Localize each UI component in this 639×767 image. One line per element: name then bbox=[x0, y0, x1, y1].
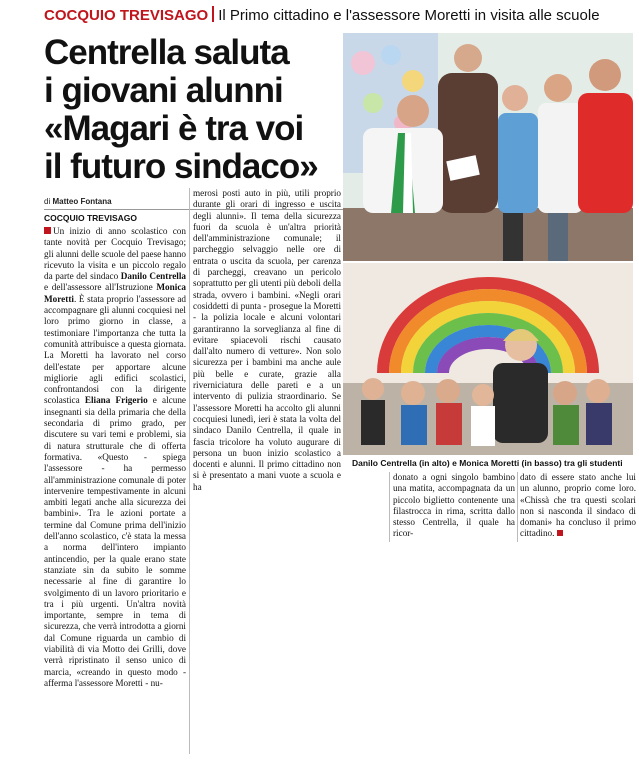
name-run: Monica Moretti bbox=[44, 282, 186, 304]
photo-mayor-with-students bbox=[343, 33, 633, 261]
photo-mayor-graphic bbox=[343, 33, 633, 261]
headline-line: i giovani alunni bbox=[44, 71, 283, 110]
paragraph bbox=[520, 472, 636, 540]
paragraph: merosi posti auto in più, utili proprio durante gli orari di ingresso e uscita degli alunni». Il tema della sicurezza fuori da scuola è un'altra priorità dell'amministrazione comunale; il parcheggio selvaggio nelle ore di entrata o uscita da scuola, per carenza di parcheggi, creavano un pericolo soprattutto per gli utenti più deboli della strada, ovvero i bambini. «Negli orari cosiddetti di punta - prosegue la Moretti - la polizia locale e alcuni volontari garantiranno la sorveglianza al fine di evitare spiacevoli rischi causato dall'alto numero di vetture». Non solo sicurezza per i bambini ma anche aule più belle e curate, grazie alla riverniciatura delle pareti e a un intervento di pulizia straordinario. Se l'assessore Moretti ha accolto gli alunni cocquiesi lunedì, ieri è stata la volta del sindaco Danilo Centrella, il quale in fascia tricolore ha voluto augurare di persona un buon inizio scolastico a docenti e alunni. Il primo cittadino non si è presentato a mani vuote a scuola e ha bbox=[193, 188, 341, 492]
headline bbox=[44, 34, 344, 186]
headline-line: «Magari è tra voi bbox=[44, 109, 304, 148]
text-run: e alcune insegnanti sia della primaria che della secondaria di primo grado, per discutere su vari temi e problemi, sia di natura strutturale che di offerta formativa. «Questo - spiega l'assessore - ha permesso all'amministrazione comunale di poter intervenire tempestivamente in alcuni ambiti legati anche alla sicurezza dei bambini». Tra le azioni portate a termine dal Comune prima dell'inizio dell'anno scolastico, c'è stata la messa a norma dell'intero impianto antincendio, per la quale erano state stanziate sin da subito le somme necessarie al fine di garantire lo svolgimento di un lavoro prioritario e tra i più urgenti. Un'altra novità importante, sempre in tema di sicurezza, che verrà introdotta a giorni dal Comune riguarda un cambio di viabilità di via Motto dei Grilli, dove verrà ripristinato il senso unico di marcia, «creando in questo modo - afferma l'assessore Moretti - nu- bbox=[44, 395, 186, 688]
kicker-location: COCQUIO TREVISAGO bbox=[44, 7, 209, 24]
text-run: . È stata proprio l'assessore ad accompagnare gli alunni cocquiesi nel loro primo giorno in classe, a testimoniare l'importanza che tutta la comunità attribuisce a questa giornata. La Moretti ha lavorato nel corso dell'estate per apportare alcune migliorie agli edifici scolastici, confrontandosi con la dirigente scolastica bbox=[44, 293, 186, 406]
text-run: dato di essere stato anche lui un alunno, proprio come loro. «Chissà che tra questi scolari non si nasconda il sindaco di domani» ha concluso il primo cittadino. bbox=[520, 472, 636, 539]
paragraph bbox=[44, 226, 186, 689]
byline bbox=[44, 197, 112, 206]
column-divider bbox=[189, 188, 190, 754]
column-divider bbox=[389, 472, 390, 542]
paragraph: donato a ogni singolo bambino una matita, accompagnata da un piccolo biglietto contenente una filastrocca in rima, scritta dallo stesso Centrella, il quale ha ricor- bbox=[393, 472, 515, 539]
photo-assessor-graphic bbox=[343, 263, 633, 455]
name-run: Eliana Frigerio bbox=[84, 395, 148, 406]
article-column-1 bbox=[44, 226, 186, 754]
name-run: Danilo Centrella bbox=[120, 271, 187, 282]
kicker-bar bbox=[44, 6, 634, 32]
end-marker bbox=[557, 530, 563, 536]
text-run: e dell'assessore all'Istruzione bbox=[44, 282, 157, 293]
byline-prefix: di bbox=[44, 197, 51, 206]
headline-line: il futuro sindaco» bbox=[44, 147, 318, 186]
paragraph-marker bbox=[44, 227, 51, 234]
headline-line: Centrella saluta bbox=[44, 33, 289, 72]
article-column-2 bbox=[193, 188, 341, 553]
article-column-4 bbox=[520, 472, 636, 539]
photo-caption: Danilo Centrella (in alto) e Monica Moretti (in basso) tra gli studenti bbox=[352, 458, 623, 468]
kicker-subtitle: Il Primo cittadino e l'assessore Moretti in visita alle scuole bbox=[218, 7, 600, 24]
kicker-separator bbox=[212, 6, 214, 22]
column-divider bbox=[517, 472, 518, 542]
article-column-3 bbox=[393, 472, 515, 539]
photo-assessor-with-students bbox=[343, 263, 633, 455]
byline-author: Matteo Fontana bbox=[52, 197, 112, 206]
text-run: Un inizio di anno scolastico con tante novità per Cocquio Trevisago; gli alunni delle scuole del paese hanno ricevuto la visita e un piccolo regalo da parte del sindaco bbox=[44, 226, 186, 282]
dateline: COCQUIO TREVISAGO bbox=[44, 213, 138, 223]
